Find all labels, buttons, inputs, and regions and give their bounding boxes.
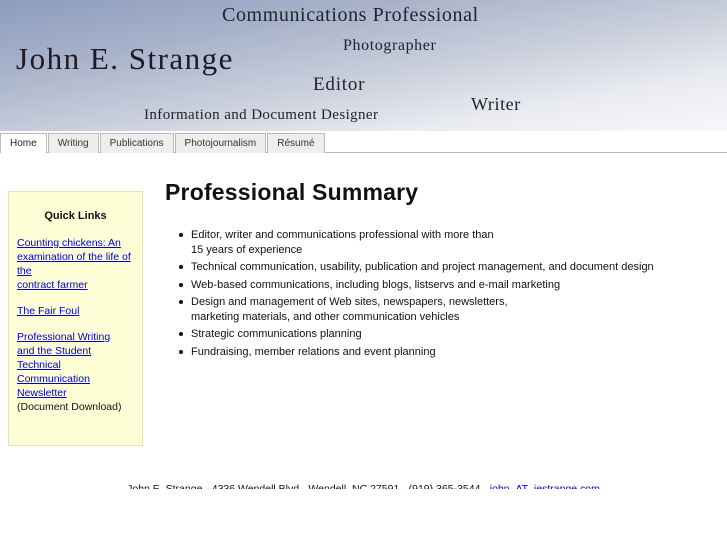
bottom-whitespace: [0, 489, 727, 546]
list-item-text: Design and management of Web sites, newspapers, newsletters,: [191, 296, 508, 308]
list-item: [191, 295, 695, 324]
site-banner: [0, 0, 727, 131]
list-item-text: Technical communication, usability, publication and project management, and document design: [191, 261, 654, 273]
list-item-text: Web-based communications, including blogs, listservs and e-mail marketing: [191, 278, 561, 291]
list-item: [191, 228, 695, 257]
list-item-text: Fundraising, member relations and event planning: [191, 345, 436, 358]
link-line: Communication Newsletter: [17, 373, 90, 399]
tab-writing[interactable]: Writing: [48, 133, 99, 153]
main-navigation: [0, 131, 727, 153]
banner-role-writer: Writer: [471, 94, 521, 114]
tab-photojournalism[interactable]: Photojournalism: [175, 133, 267, 153]
quick-link-item: [17, 236, 134, 292]
quick-link-item: [17, 330, 134, 414]
quick-links-title: Quick Links: [44, 210, 107, 222]
link-line: and the Student Technical: [17, 345, 92, 371]
link-line: Professional Writing: [17, 331, 111, 343]
link-line: Counting chickens: An: [17, 237, 121, 249]
list-item-text: Strategic communications planning: [191, 328, 362, 340]
link-line: examination of the life of the: [17, 251, 131, 277]
professional-summary-list: [165, 228, 695, 359]
list-item: [191, 278, 695, 293]
sidebar-link-note: (Document Download): [17, 401, 122, 413]
list-item: [191, 260, 695, 275]
tab-resume[interactable]: Résumé: [267, 133, 324, 153]
banner-role-photographer: Photographer: [343, 37, 437, 54]
list-item-text-continued: 15 years of experience: [191, 243, 303, 256]
banner-role-editor: Editor: [313, 74, 366, 95]
nav-tab-list: [0, 131, 326, 153]
quick-links-sidebar: [8, 191, 143, 446]
list-item: [191, 345, 695, 360]
banner-name: John E. Strange: [16, 41, 234, 76]
sidebar-link-the-fair-foul[interactable]: The Fair Foul: [17, 305, 80, 317]
sidebar-link-professional-writing[interactable]: [17, 330, 134, 400]
banner-role-communications: Communications Professional: [222, 4, 479, 26]
quick-link-item: [17, 304, 134, 318]
main-column: [165, 179, 695, 362]
content-area: [0, 153, 727, 545]
sidebar-link-counting-chickens[interactable]: [17, 236, 134, 292]
link-line: contract farmer: [17, 279, 88, 291]
page-title: Professional Summary: [165, 179, 419, 205]
tab-publications[interactable]: Publications: [100, 133, 174, 153]
list-item-text-continued: marketing materials, and other communication vehicles: [191, 310, 460, 323]
list-item: [191, 327, 695, 342]
tab-home[interactable]: Home: [0, 133, 47, 153]
list-item-text: Editor, writer and communications professional with more than: [191, 229, 494, 241]
banner-role-info-document-designer: Information and Document Designer: [144, 107, 379, 123]
